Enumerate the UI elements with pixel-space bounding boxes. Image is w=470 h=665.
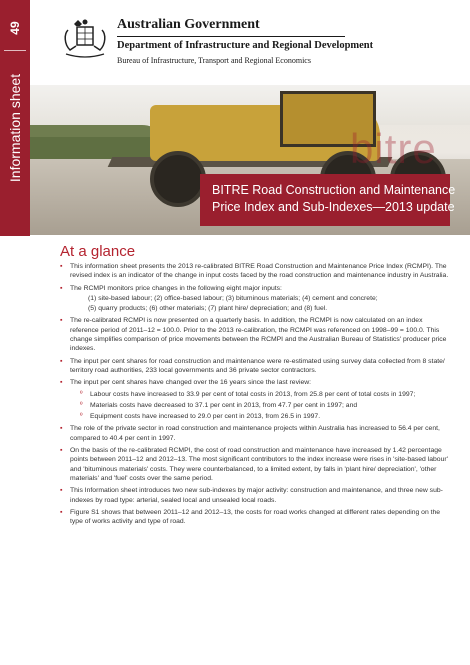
bullet-item: ▪ The re-calibrated RCMPI is now presented on a quarterly basis. In addition, the RCMPI is now calculated on an index reference period of 2011–12 = 100.0. Prior to the 2013 re-calibration, the RCMPI was referenced on 1998–99 = 100.0. This change simplifies comparison of price movements between the RCMPI and the Australian Bureau of Statistics' producer price indexes. [60,316,450,353]
sheet-number: 49 [8,21,22,35]
document-title-line1: BITRE Road Construction and Maintenance [212,183,456,197]
sub-bullet-item: º Equipment costs have increased to 29.0 per cent in 2013, from 26.5 in 1997. [80,412,450,421]
bullet-item: ▪ Figure S1 shows that between 2011–12 and 2012–13, the costs for road works changed at different rates depending on the type of works activity and type of road. [60,508,450,527]
document-title-line2: Price Index and Sub-Indexes—2013 update [212,200,455,214]
bullet-item: ▪ The RCMPI monitors price changes in the following eight major inputs: (1) site-based labour; (2) office-based labour; (3) bituminous materials; (4) cement and concrete; (5) quarry products; (6) other materials; (7) plant hire/ depreciation; and (8) fuel. [60,284,450,314]
government-title: Australian Government [117,17,260,32]
bullet-item: ▪ This Information sheet introduces two new sub-indexes by major activity: construction and maintenance, and three new sub-indexes by road type: arterial, sealed local and unsealed local roads. [60,486,450,505]
sub-bullet-item: º Materials costs have decreased to 37.1 per cent in 2013, from 47.7 per cent in 1997; and [80,401,450,410]
document-title-box [200,174,456,226]
side-divider [4,50,26,51]
header-rule [117,36,345,37]
summary-body [60,262,450,529]
summary-list [60,262,450,526]
bullet-item: ▪ On the basis of the re-calibrated RCMPI, the cost of road construction and maintenance have increased by 1.42 percentage points between 2011–12 and 2012–13. The most significant contributors to the index increase were rises in 'site-based labour' and 'bituminous materials' costs. They were counterbalanced, to a limited extent, by falls in 'plant hire/ depreciation', 'other materials' and 'fuel' costs over the same period. [60,446,450,483]
bullet-item: ▪ This information sheet presents the 2013 re-calibrated BITRE Road Construction and Maintenance Price Index (RCMPI). The revised index is an indicator of the change in input costs faced by the road construction and maintenance industry in Australia. [60,262,450,281]
side-band [0,0,30,236]
inputs-line: (5) quarry products; (6) other materials; (7) plant hire/ depreciation; and (8) fuel. [88,305,328,313]
bullet-item: ▪ The input per cent shares have changed over the 16 years since the last review: º Labour costs have increased to 33.9 per cent of total costs in 2013, from 25.8 per cent of total costs in 1997; º Materials costs have decreased to 37.1 per cent in 2013, from 47.7 per cent in 1997; and º Equipment costs have increased to 29.0 per cent in 2013, from 26.5 in 1997. [60,378,450,421]
department-name: Department of Infrastructure and Regional Development [117,40,374,51]
shares-sublist [70,390,450,422]
coat-of-arms-icon [60,18,110,60]
bullet-item: ▪ The role of the private sector in road construction and maintenance projects within Australia has increased to 56.4 per cent, compared to 40.4 per cent in 1997. [60,424,450,443]
bureau-name: Bureau of Infrastructure, Transport and Regional Economics [117,56,311,65]
bitre-watermark: bitre [350,125,437,172]
section-heading: At a glance [60,243,136,260]
inputs-line: (1) site-based labour; (2) office-based labour; (3) bituminous materials; (4) cement and concrete; [88,294,378,302]
sub-bullet-item: º Labour costs have increased to 33.9 per cent of total costs in 2013, from 25.8 per cent of total costs in 1997; [80,390,450,399]
bullet-item: ▪ The input per cent shares for road construction and maintenance were re-estimated using survey data collected from 8 state/ territory road authorities, 233 local governments and 36 private sector contractors. [60,357,450,376]
sheet-type-label: Information sheet [7,73,23,183]
